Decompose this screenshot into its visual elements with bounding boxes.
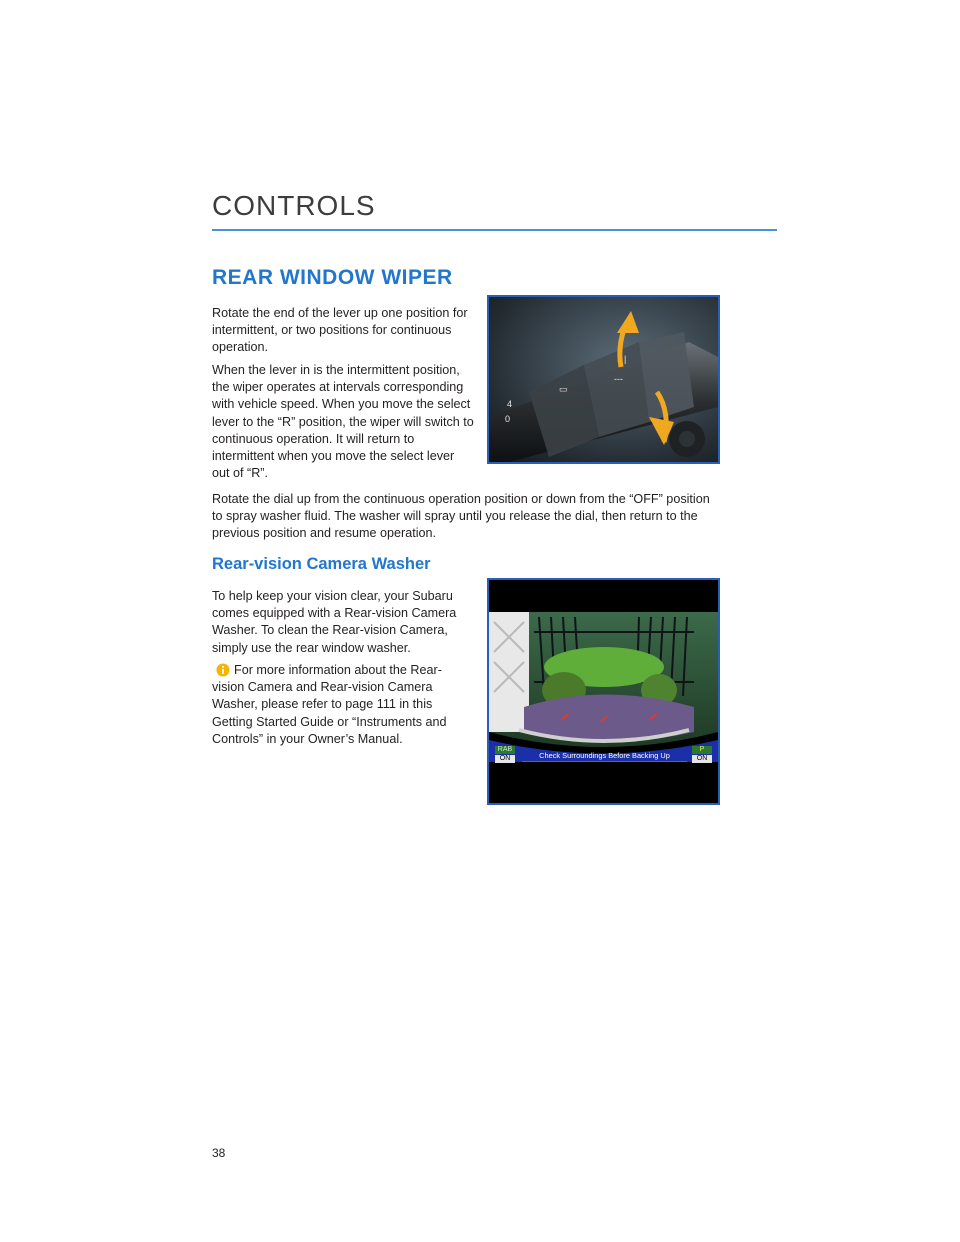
svg-text:▭: ▭: [559, 384, 568, 394]
svg-text:0: 0: [505, 414, 511, 424]
rear-wiper-paragraph-3: Rotate the dial up from the continuous operation position or down from the “OFF” position to spray washer fluid. The washer will spray until you release the dial, then return to the previous position and resume operation.: [212, 492, 710, 541]
svg-text:4: 4: [507, 399, 513, 409]
rear-camera-screen-photo: [487, 578, 720, 805]
camera-view-illustration: [489, 612, 718, 762]
camera-warning-message: Check Surroundings Before Backing Up: [522, 751, 687, 762]
rear-wiper-paragraph-1: Rotate the end of the lever up one position for intermittent, or two positions for continuous operation.: [212, 306, 468, 355]
svg-text:|: |: [624, 354, 627, 364]
svg-text:---: ---: [614, 374, 623, 384]
info-icon: [216, 663, 230, 677]
info-note-text: For more information about the Rear-vision Camera and Rear-vision Camera Washer, please refer to page 111 in this Getting Started Guide or “Instruments and Controls” in your Owner’s Manual.: [212, 663, 447, 746]
parking-sensor-label: P: [692, 746, 712, 754]
rab-label: RAB: [495, 746, 515, 754]
wiper-lever-illustration: [489, 297, 718, 462]
wiper-lever-photo: [487, 295, 720, 464]
camera-washer-title: Rear-vision Camera Washer: [212, 555, 431, 573]
parking-sensor-indicator: [692, 746, 712, 763]
page-number: 38: [212, 1146, 226, 1160]
rear-wiper-title: REAR WINDOW WIPER: [212, 266, 453, 289]
rab-indicator: [495, 746, 515, 763]
info-note: [212, 662, 474, 748]
rab-status: ON: [495, 755, 515, 763]
camera-washer-paragraph: To help keep your vision clear, your Subaru comes equipped with a Rear-vision Camera Washer. To clean the Rear-vision Camera, simply use the rear window washer.: [212, 589, 457, 655]
parking-sensor-status: ON: [692, 755, 712, 763]
section-header: CONTROLS: [212, 190, 376, 221]
header-rule: [212, 229, 777, 231]
rear-wiper-paragraph-2: When the lever in is the intermittent position, the wiper operates at intervals corresponding with vehicle speed. When you move the select lever to the “R” position, the wiper will switch to continuous operation. It will return to intermittent when you move the select lever out of “R”.: [212, 363, 474, 481]
